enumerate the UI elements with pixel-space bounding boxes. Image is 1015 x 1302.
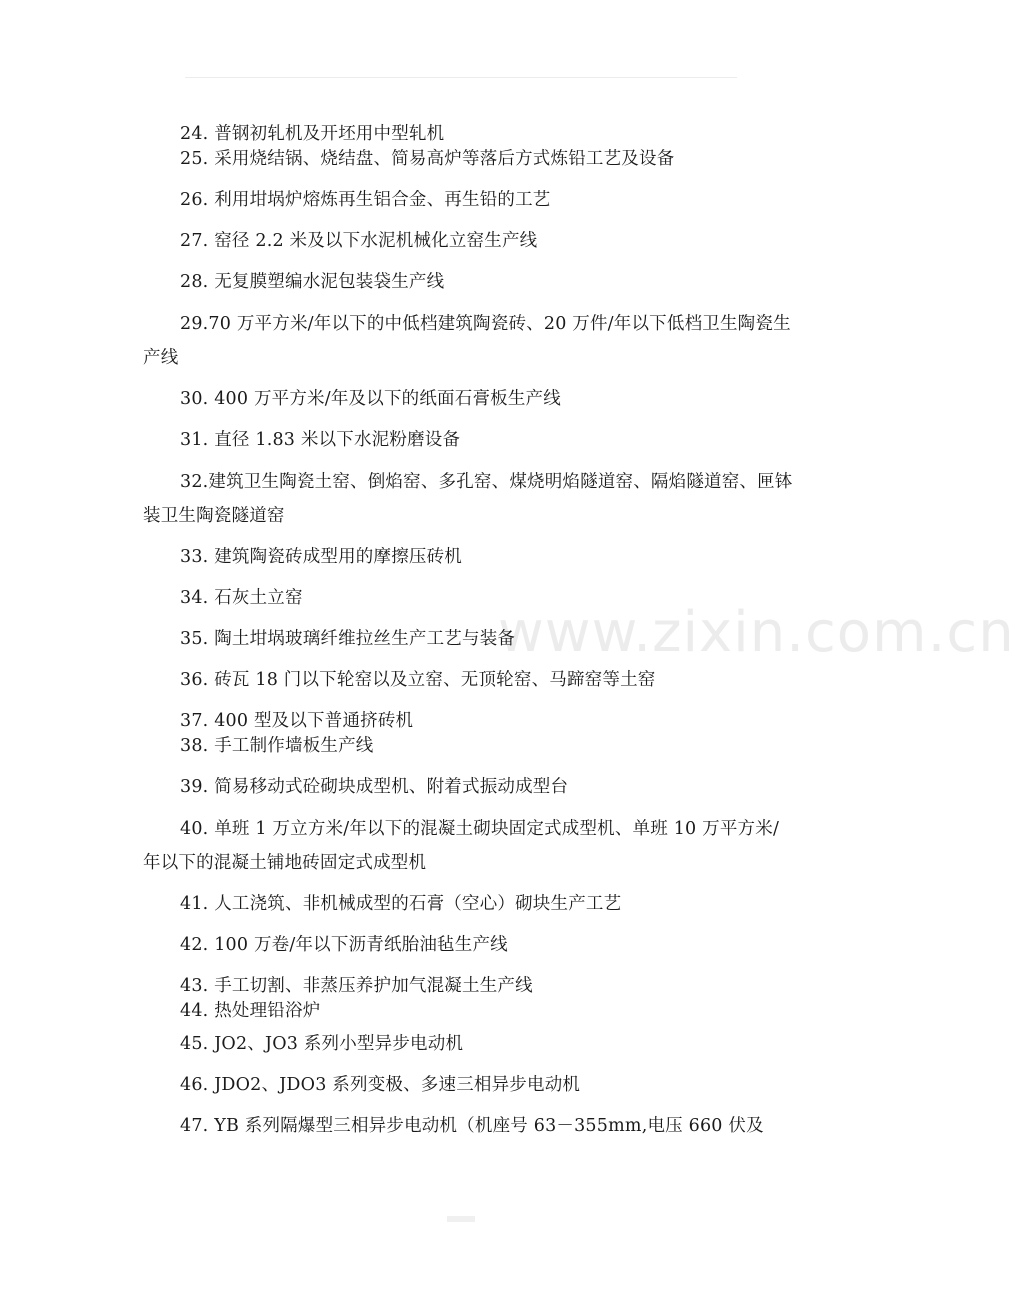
- list-item: 42. 100 万卷/年以下沥青纸胎油毡生产线: [180, 935, 508, 955]
- list-item: 47. YB 系列隔爆型三相异步电动机（机座号 63－355mm,电压 660 伏及: [180, 1116, 764, 1136]
- list-item: 34. 石灰土立窑: [180, 588, 303, 608]
- header-rule: [185, 77, 737, 78]
- list-item: 26. 利用坩埚炉熔炼再生铝合金、再生铅的工艺: [180, 190, 551, 210]
- list-item: 30. 400 万平方米/年及以下的纸面石膏板生产线: [180, 389, 561, 409]
- list-item: 24. 普钢初轧机及开坯用中型轧机: [180, 124, 445, 144]
- list-item: 29.70 万平方米/年以下的中低档建筑陶瓷砖、20 万件/年以下低档卫生陶瓷生产线: [143, 314, 791, 368]
- list-item: 45. JO2、JO3 系列小型异步电动机: [180, 1034, 464, 1054]
- list-item: 40. 单班 1 万立方米/年以下的混凝土砌块固定式成型机、单班 10 万平方米/年以下的混凝土铺地砖固定式成型机: [143, 819, 780, 873]
- list-item: 39. 简易移动式砼砌块成型机、附着式振动成型台: [180, 777, 569, 797]
- list-item: 43. 手工切割、非蒸压养护加气混凝土生产线: [180, 976, 533, 996]
- list-item: 35. 陶土坩埚玻璃纤维拉丝生产工艺与装备: [180, 629, 516, 649]
- list-item: 27. 窑径 2.2 米及以下水泥机械化立窑生产线: [180, 231, 538, 251]
- list-item: 36. 砖瓦 18 门以下轮窑以及立窑、无顶轮窑、马蹄窑等土窑: [180, 670, 656, 690]
- list-item: 41. 人工浇筑、非机械成型的石膏（空心）砌块生产工艺: [180, 894, 622, 914]
- list-item: 32.建筑卫生陶瓷土窑、倒焰窑、多孔窑、煤烧明焰隧道窑、隔焰隧道窑、匣钵装卫生陶瓷隧道窑: [143, 472, 793, 526]
- list-item: 25. 采用烧结锅、烧结盘、简易高炉等落后方式炼铅工艺及设备: [180, 149, 675, 169]
- list-item: 38. 手工制作墙板生产线: [180, 736, 374, 756]
- list-item: 46. JDO2、JDO3 系列变极、多速三相异步电动机: [180, 1075, 581, 1095]
- footer-mark: [447, 1216, 475, 1222]
- watermark: www.zixin.com.cn: [498, 600, 1015, 665]
- list-item: 44. 热处理铅浴炉: [180, 1001, 321, 1021]
- list-item: 37. 400 型及以下普通挤砖机: [180, 711, 414, 731]
- list-item: 33. 建筑陶瓷砖成型用的摩擦压砖机: [180, 547, 462, 567]
- list-item: 28. 无复膜塑编水泥包装袋生产线: [180, 272, 445, 292]
- document-body: [143, 118, 793, 1143]
- list-item: 31. 直径 1.83 米以下水泥粉磨设备: [180, 430, 461, 450]
